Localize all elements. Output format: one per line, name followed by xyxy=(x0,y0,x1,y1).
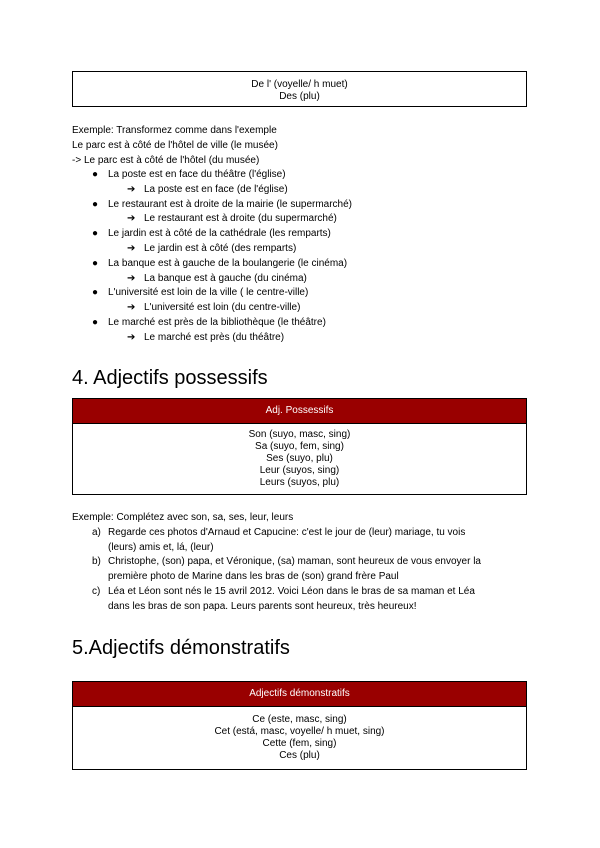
answer-text: Le marché est près (du théâtre) xyxy=(144,332,285,343)
table-line: Leurs (suyos, plu) xyxy=(259,477,340,488)
list-item xyxy=(92,228,331,240)
item-line: Christophe, (son) papa, et Véronique, (sa) maman, sont heureux de vous envoyer la xyxy=(108,556,481,567)
list-item xyxy=(92,287,308,299)
list-item-text: Le restaurant est à droite de la mairie (le supermarché) xyxy=(108,199,353,210)
table-line: Sa (suyo, fem, sing) xyxy=(255,441,344,452)
table-body xyxy=(73,424,526,489)
bullet-icon: ● xyxy=(92,199,99,210)
example-sample-answer: -> Le parc est à côté de l'hôtel (du musée) xyxy=(72,155,260,166)
arrow-right-icon: ➔ xyxy=(127,302,136,313)
example-intro: Exemple: Transformez comme dans l'exemple xyxy=(72,125,277,136)
bullet-icon: ● xyxy=(92,228,99,239)
section-heading-possessifs: 4. Adjectifs possessifs xyxy=(72,367,268,389)
list-item-answer xyxy=(127,184,288,196)
list-item-text: La banque est à gauche de la boulangerie (le cinéma) xyxy=(108,258,348,269)
arrow-right-icon: ➔ xyxy=(127,184,136,195)
list-item-text: L'université est loin de la ville ( le centre-ville) xyxy=(108,287,309,298)
item-line: première photo de Marine dans les bras de (son) grand frère Paul xyxy=(108,571,399,582)
item-line: Regarde ces photos d'Arnaud et Capucine: c'est le jour de (leur) mariage, tu vois xyxy=(108,527,466,538)
answer-text: Le restaurant est à droite (du supermarché) xyxy=(144,213,337,224)
bullet-icon: ● xyxy=(92,287,99,298)
arrow-right-icon: ➔ xyxy=(127,332,136,343)
table-line: Ce (este, masc, sing) xyxy=(252,714,347,725)
table-line: Ses (suyo, plu) xyxy=(266,453,333,464)
list-item-answer xyxy=(127,302,300,314)
item-marker: c) xyxy=(92,586,101,597)
item-line: (leurs) amis et, lá, (leur) xyxy=(108,542,214,553)
item-marker: b) xyxy=(92,556,101,567)
top-table-line: Des (plu) xyxy=(279,91,320,102)
arrow-right-icon: ➔ xyxy=(127,273,136,284)
answer-text: L'université est loin (du centre-ville) xyxy=(144,302,301,313)
table-line: Ces (plu) xyxy=(279,750,320,761)
list-item-text: Le marché est près de la bibliothèque (le théâtre) xyxy=(108,317,326,328)
item-line: dans les bras de son papa. Leurs parents sont heureux, très heureux! xyxy=(108,601,417,612)
bullet-icon: ● xyxy=(92,317,99,328)
list-item xyxy=(92,199,352,211)
arrow-right-icon: ➔ xyxy=(127,213,136,224)
list-item-text: La poste est en face du théâtre (l'église) xyxy=(108,169,286,180)
exercise-item xyxy=(92,527,532,554)
possessifs-table xyxy=(72,398,527,495)
list-item xyxy=(92,169,286,181)
table-body xyxy=(73,707,526,762)
arrow-right-icon: ➔ xyxy=(127,243,136,254)
exercise-item xyxy=(92,556,532,583)
bullet-icon: ● xyxy=(92,258,99,269)
item-marker: a) xyxy=(92,527,101,538)
table-line: Son (suyo, masc, sing) xyxy=(248,429,351,440)
list-item-answer xyxy=(127,273,307,285)
answer-text: La poste est en face (de l'église) xyxy=(144,184,288,195)
table-header: Adjectifs démonstratifs xyxy=(73,682,526,707)
list-item-answer xyxy=(127,332,284,344)
bullet-icon: ● xyxy=(92,169,99,180)
list-item xyxy=(92,317,326,329)
section-heading-demonstratifs: 5.Adjectifs démonstratifs xyxy=(72,637,290,659)
top-table xyxy=(72,71,527,107)
table-line: Leur (suyos, sing) xyxy=(259,465,340,476)
list-item-text: Le jardin est à côté de la cathédrale (les remparts) xyxy=(108,228,331,239)
table-line: Cette (fem, sing) xyxy=(262,738,337,749)
list-item-answer xyxy=(127,213,337,225)
example-sample: Le parc est à côté de l'hôtel de ville (le musée) xyxy=(72,140,278,151)
list-item xyxy=(92,258,347,270)
exercise-item xyxy=(92,586,532,613)
answer-text: La banque est à gauche (du cinéma) xyxy=(144,273,307,284)
table-header: Adj. Possessifs xyxy=(73,399,526,424)
answer-text: Le jardin est à côté (des remparts) xyxy=(144,243,297,254)
table-line: Cet (está, masc, voyelle/ h muet, sing) xyxy=(214,726,385,737)
list-item-answer xyxy=(127,243,296,255)
top-table-line: De l' (voyelle/ h muet) xyxy=(251,79,348,90)
demonstratifs-table xyxy=(72,681,527,770)
exercise-intro: Exemple: Complétez avec son, sa, ses, leur, leurs xyxy=(72,512,294,523)
item-line: Léa et Léon sont nés le 15 avril 2012. Voici Léon dans le bras de sa maman et Léa xyxy=(108,586,475,597)
